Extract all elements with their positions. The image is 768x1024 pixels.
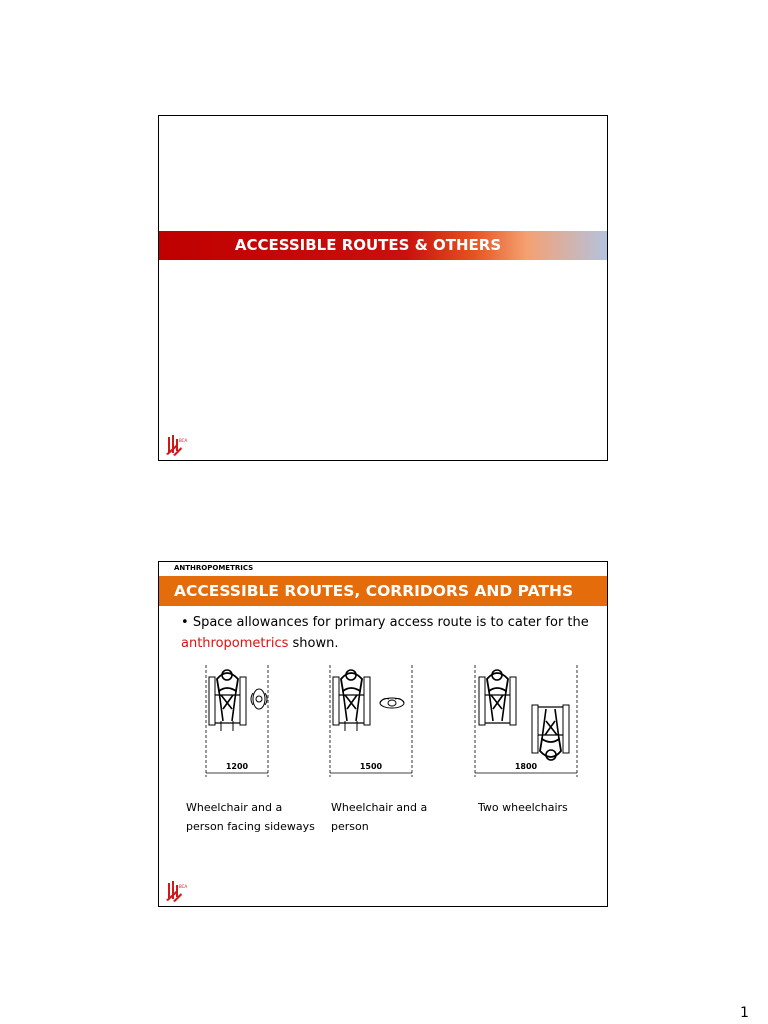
caption-1: Wheelchair and a person facing sideways bbox=[186, 801, 315, 833]
svg-text:BCA: BCA bbox=[179, 438, 188, 443]
caption-2: Wheelchair and a person bbox=[331, 801, 428, 833]
wheelchair-person-sideways-diagram bbox=[199, 665, 319, 783]
wheelchair-icon bbox=[209, 670, 246, 731]
person-sideways-icon bbox=[251, 689, 267, 709]
dimension-label: 1500 bbox=[359, 762, 383, 771]
slide-heading: ACCESSIBLE ROUTES, CORRIDORS AND PATHS bbox=[174, 582, 574, 600]
title-band bbox=[159, 231, 607, 260]
caption-3: Two wheelchairs bbox=[478, 801, 568, 814]
page-number: 1 bbox=[740, 1005, 749, 1021]
dimension-label: 1200 bbox=[225, 762, 249, 771]
svg-text:BCA: BCA bbox=[179, 884, 188, 889]
wheelchair-person-diagram bbox=[323, 665, 443, 783]
slide-2 bbox=[158, 561, 608, 907]
bullet-text-before: Space allowances for primary access route is to cater for the bbox=[192, 615, 589, 630]
section-label: ANTHROPOMETRICS bbox=[174, 564, 254, 572]
wheelchair-icon bbox=[333, 670, 370, 731]
slide-title: ACCESSIBLE ROUTES & OTHERS bbox=[234, 236, 502, 254]
bca-logo-icon bbox=[165, 880, 189, 902]
bullet-text: • Space allowances for primary access route is to cater for the anthropometrics shown. bbox=[181, 615, 589, 651]
heading-band bbox=[159, 576, 607, 606]
bullet-highlight: anthropometrics bbox=[181, 636, 289, 651]
slide-1 bbox=[158, 115, 608, 461]
person-icon bbox=[380, 698, 404, 708]
wheelchair-rotated-icon bbox=[532, 705, 569, 760]
bca-logo-icon bbox=[165, 434, 189, 456]
dimension-label: 1800 bbox=[514, 762, 538, 771]
wheelchair-icon bbox=[479, 670, 516, 725]
two-wheelchairs-diagram bbox=[470, 665, 590, 783]
bullet-text-after: shown. bbox=[288, 636, 339, 651]
